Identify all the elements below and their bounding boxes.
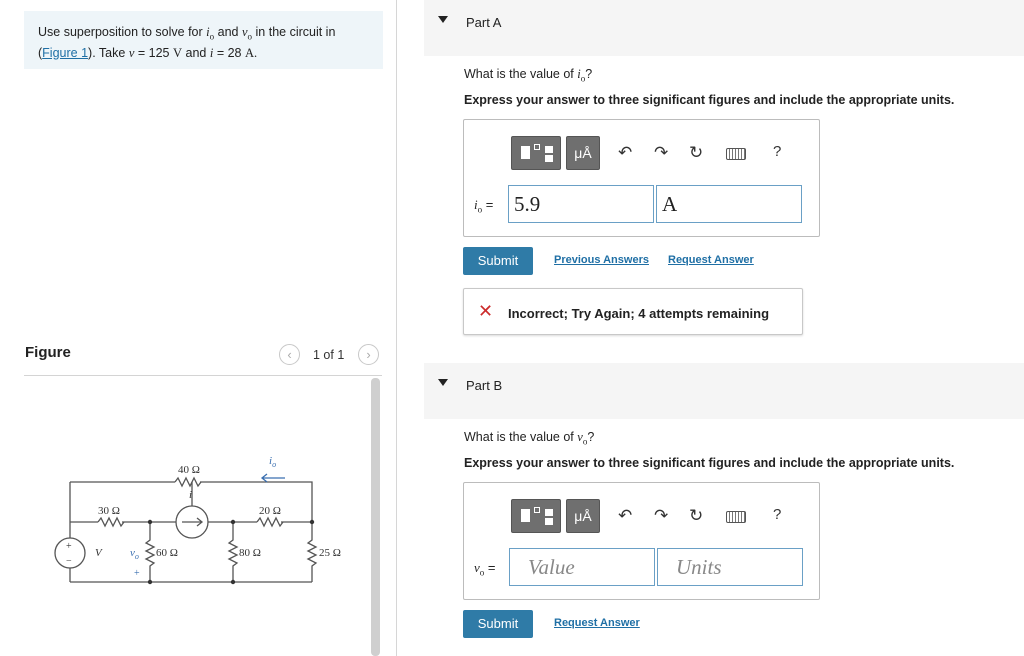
part-a-header[interactable] bbox=[424, 0, 1024, 56]
previous-answers-link[interactable]: Previous Answers bbox=[554, 254, 649, 266]
problem-text: Use superposition to solve for bbox=[38, 25, 203, 39]
node bbox=[148, 520, 152, 524]
label-v-source: V bbox=[95, 547, 102, 559]
question-text: ? bbox=[585, 67, 593, 81]
label-r25: 25 Ω bbox=[319, 547, 341, 559]
wire bbox=[200, 482, 312, 522]
units-input[interactable]: Units bbox=[657, 548, 803, 586]
label-vo-plus: + bbox=[134, 568, 140, 579]
part-b-title: Part B bbox=[466, 378, 503, 393]
units-button[interactable]: μÅ bbox=[566, 136, 600, 170]
part-a-question bbox=[464, 67, 592, 84]
value-input[interactable]: 5.9 bbox=[508, 185, 654, 223]
problem-var-vo: v bbox=[241, 25, 248, 39]
figure-counter: 1 of 1 bbox=[313, 348, 345, 362]
answer-label-sub: o bbox=[479, 567, 485, 578]
question-text: What is the value of bbox=[464, 67, 574, 81]
collapse-triangle-icon[interactable] bbox=[438, 379, 448, 386]
question-var-sub: o bbox=[582, 436, 588, 447]
undo-icon[interactable]: ↶ bbox=[618, 506, 633, 525]
question-var: i bbox=[577, 67, 581, 81]
part-a-request-answer-link[interactable]: Request Answer bbox=[668, 254, 754, 266]
node bbox=[231, 580, 235, 584]
label-vo: $v_o$ bbox=[130, 547, 139, 561]
resistor-30-symbol bbox=[98, 518, 124, 526]
units-input[interactable]: A bbox=[656, 185, 802, 223]
value-input[interactable]: Value bbox=[509, 548, 655, 586]
x-icon: ✕ bbox=[478, 301, 494, 321]
node bbox=[231, 520, 235, 524]
help-icon[interactable]: ? bbox=[773, 506, 782, 523]
reset-icon[interactable]: ↻ bbox=[689, 506, 704, 525]
redo-icon[interactable]: ↷ bbox=[654, 506, 669, 525]
io-arrow-icon bbox=[262, 474, 285, 482]
reset-icon[interactable]: ↻ bbox=[689, 143, 704, 162]
resistor-80-symbol bbox=[229, 522, 237, 582]
part-a-instruction: Express your answer to three significant figures and include the appropriate units. bbox=[464, 93, 955, 107]
problem-text: in the circuit in bbox=[255, 25, 336, 39]
answer-label-var: i bbox=[474, 197, 478, 212]
figure-link[interactable]: Figure 1 bbox=[42, 45, 89, 60]
part-a-submit-button[interactable]: Submit bbox=[463, 247, 533, 275]
label-io: $i_o$ bbox=[269, 455, 277, 469]
problem-text: and bbox=[217, 25, 239, 39]
problem-var-vo-sub: o bbox=[247, 31, 253, 42]
label-r30: 30 Ω bbox=[98, 505, 120, 517]
problem-i-unit: A. bbox=[244, 45, 258, 60]
left-panel bbox=[0, 0, 396, 656]
chevron-right-icon[interactable]: › bbox=[358, 344, 379, 365]
part-b-submit-button[interactable]: Submit bbox=[463, 610, 533, 638]
resistor-25-symbol bbox=[308, 522, 316, 582]
column-divider bbox=[396, 0, 397, 656]
undo-icon[interactable]: ↶ bbox=[618, 143, 633, 162]
keyboard-icon[interactable] bbox=[726, 511, 746, 523]
figure-scrollbar[interactable] bbox=[371, 378, 380, 656]
figure-pager bbox=[279, 344, 383, 366]
question-var: v bbox=[577, 430, 583, 444]
problem-i-value: = 28 bbox=[216, 45, 242, 60]
keyboard-icon[interactable] bbox=[726, 148, 746, 160]
problem-i-symbol: i bbox=[209, 45, 214, 60]
figure-divider bbox=[24, 375, 382, 376]
resistor-60-symbol bbox=[146, 522, 154, 582]
problem-var-io-sub: o bbox=[209, 31, 215, 42]
label-minus: − bbox=[66, 556, 72, 567]
part-a-answer-box bbox=[463, 119, 820, 237]
node bbox=[148, 580, 152, 584]
part-b-request-answer-link[interactable]: Request Answer bbox=[554, 617, 640, 629]
label-i-source: i bbox=[189, 489, 193, 501]
circuit-diagram bbox=[40, 440, 360, 590]
problem-text: and bbox=[185, 45, 207, 60]
label-plus: + bbox=[66, 541, 72, 552]
question-var-sub: o bbox=[580, 73, 586, 84]
label-r40: 40 Ω bbox=[178, 464, 200, 476]
problem-statement: Use superposition to solve for $i_o$ and $v_o$ in the circuit in (Figure 1). Take v = 125 V and i = 28 A. bbox=[24, 11, 383, 69]
current-source-arrow bbox=[182, 518, 202, 526]
part-b-answer-box bbox=[463, 482, 820, 600]
answer-label-eq: = bbox=[485, 197, 494, 212]
node bbox=[310, 520, 314, 524]
answer-label bbox=[474, 197, 493, 215]
collapse-triangle-icon[interactable] bbox=[438, 16, 448, 23]
label-r60: 60 Ω bbox=[156, 547, 178, 559]
part-a-feedback bbox=[463, 288, 803, 335]
figure-title: Figure bbox=[25, 344, 71, 361]
problem-var-io: i bbox=[206, 25, 210, 39]
chevron-left-icon[interactable]: ‹ bbox=[279, 344, 300, 365]
question-text: ? bbox=[587, 430, 595, 444]
templates-button[interactable] bbox=[511, 499, 561, 533]
units-button[interactable]: μÅ bbox=[566, 499, 600, 533]
problem-v-symbol: v bbox=[128, 45, 135, 60]
redo-icon[interactable]: ↷ bbox=[654, 143, 669, 162]
resistor-40-symbol bbox=[175, 478, 201, 486]
part-b-question bbox=[464, 430, 594, 447]
answer-label-sub: o bbox=[477, 204, 483, 215]
problem-v-value: = 125 bbox=[137, 45, 170, 60]
part-b-header[interactable] bbox=[424, 363, 1024, 419]
answer-label-eq: = bbox=[487, 560, 496, 575]
label-r20: 20 Ω bbox=[259, 505, 281, 517]
answer-label bbox=[474, 560, 496, 578]
help-icon[interactable]: ? bbox=[773, 143, 782, 160]
label-r80: 80 Ω bbox=[239, 547, 261, 559]
part-a-title: Part A bbox=[466, 15, 502, 30]
resistor-20-symbol bbox=[257, 518, 283, 526]
feedback-message: Incorrect; Try Again; 4 attempts remaining bbox=[508, 306, 770, 321]
answer-label-var: v bbox=[474, 560, 480, 575]
problem-v-unit: V bbox=[172, 45, 183, 60]
templates-button[interactable] bbox=[511, 136, 561, 170]
problem-text: ). Take bbox=[88, 45, 126, 60]
part-b-instruction: Express your answer to three significant figures and include the appropriate units. bbox=[464, 456, 955, 470]
question-text: What is the value of bbox=[464, 430, 574, 444]
